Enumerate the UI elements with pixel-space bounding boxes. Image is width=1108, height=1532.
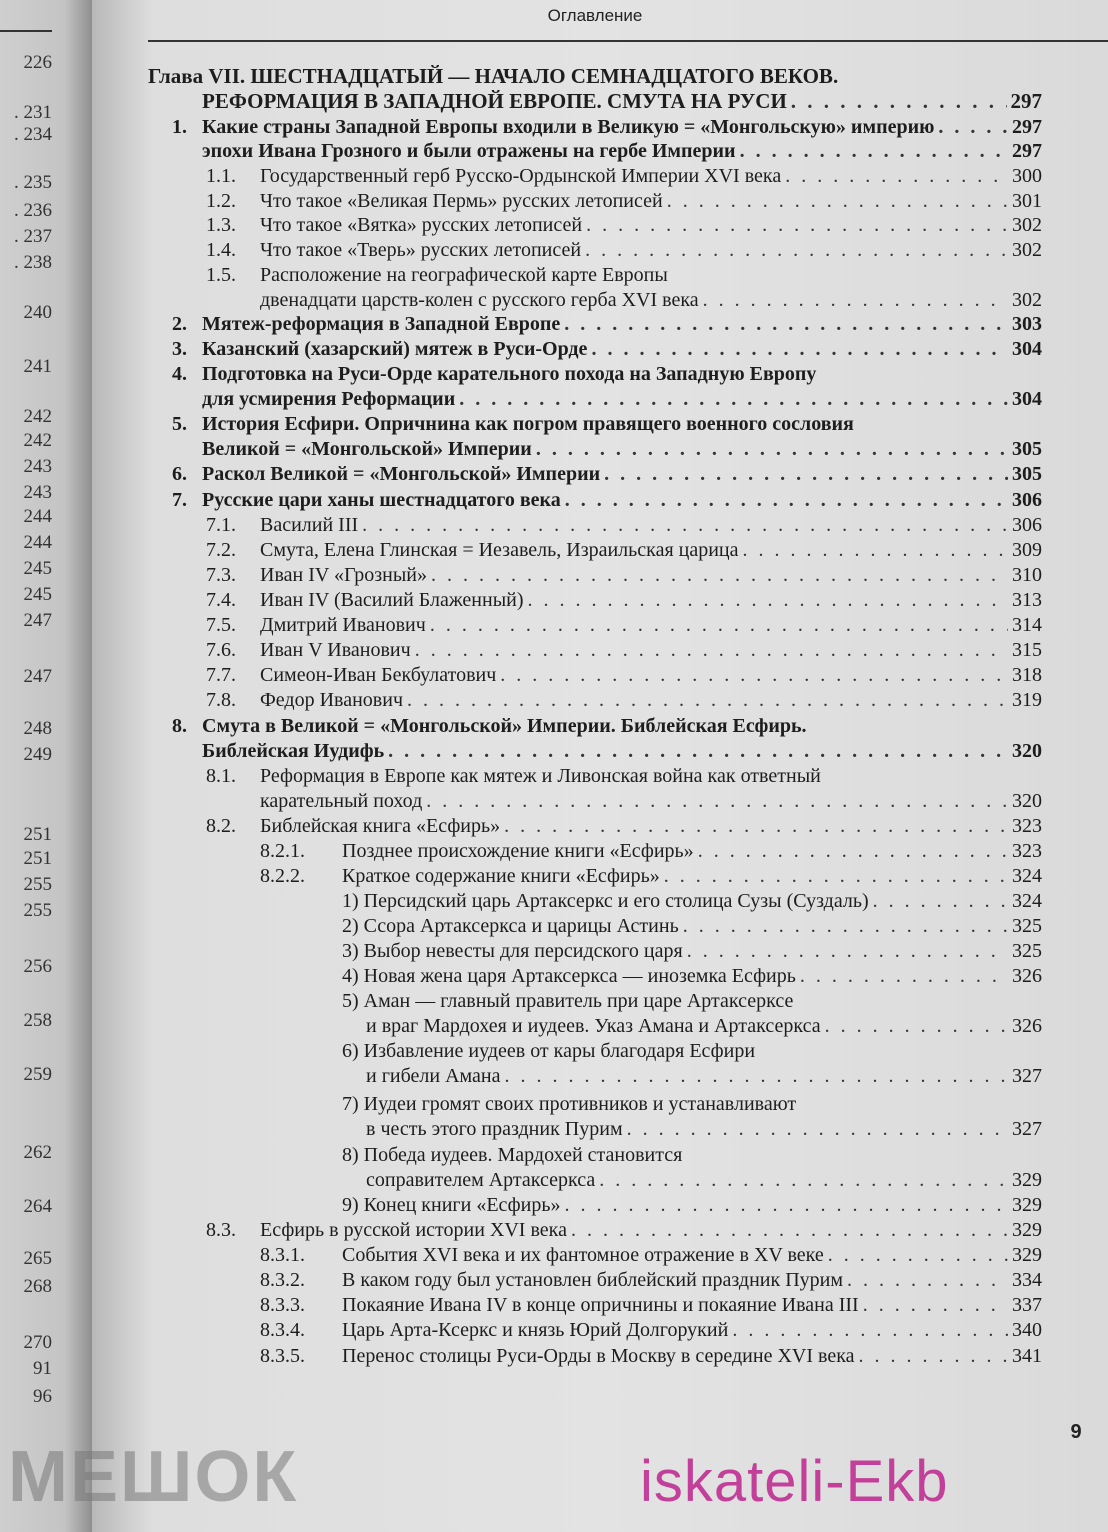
toc-entry-page: 329 bbox=[1012, 1219, 1042, 1241]
toc-entry-page: 323 bbox=[1012, 815, 1042, 837]
toc-entry-number: 8.2.2. bbox=[260, 865, 305, 887]
toc-entry bbox=[172, 487, 1042, 513]
toc-entry bbox=[366, 1167, 1042, 1193]
toc-entry bbox=[342, 913, 1042, 939]
toc-leader-dots bbox=[564, 1192, 1008, 1218]
toc-entry bbox=[206, 188, 1042, 214]
toc-entry bbox=[260, 788, 1042, 814]
toc-entry-title: Федор Иванович bbox=[260, 689, 403, 711]
toc-entry-page: 302 bbox=[1012, 214, 1042, 236]
toc-entry bbox=[172, 713, 1042, 739]
toc-leader-dots bbox=[847, 1267, 1008, 1293]
toc-leader-dots bbox=[938, 114, 1008, 140]
toc-entry-title: Смута, Елена Глинская = Иезавель, Израильская царица bbox=[260, 539, 739, 561]
toc-entry-page: 329 bbox=[1012, 1169, 1042, 1191]
left-page-number: 259 bbox=[23, 1064, 52, 1085]
toc-entry-page: 305 bbox=[1012, 463, 1042, 485]
toc-entry-page: 310 bbox=[1012, 564, 1042, 586]
toc-entry-page: 341 bbox=[1012, 1345, 1042, 1367]
toc-leader-dots bbox=[586, 212, 1008, 238]
left-page-number: 240 bbox=[23, 302, 52, 323]
toc-entry-page: 304 bbox=[1012, 338, 1042, 360]
toc-entry-title: Иван IV (Василий Блаженный) bbox=[260, 589, 524, 611]
toc-entry-title: и враг Мардохея и иудеев. Указ Амана и Артаксеркса bbox=[366, 1015, 821, 1037]
toc-entry-number: 8.2. bbox=[206, 815, 236, 837]
toc-leader-dots bbox=[740, 138, 1008, 164]
toc-entry bbox=[206, 562, 1042, 588]
toc-entry-number: 8.1. bbox=[206, 765, 236, 787]
left-page-number: 258 bbox=[23, 1010, 52, 1031]
toc-leader-dots bbox=[431, 562, 1008, 588]
running-head: Оглавление bbox=[547, 6, 643, 25]
toc-entry bbox=[206, 262, 1042, 288]
toc-entry-number: 7.5. bbox=[206, 614, 236, 636]
toc-entry-title: 8) Победа иудеев. Мардохей становится bbox=[342, 1144, 683, 1166]
left-page-number: 243 bbox=[23, 482, 52, 503]
toc-entry-page: 309 bbox=[1012, 539, 1042, 561]
toc-entry-title: карательный поход bbox=[260, 790, 423, 812]
toc-entry-title: В каком году был установлен библейский праздник Пурим bbox=[342, 1269, 844, 1291]
left-page-number: 268 bbox=[23, 1276, 52, 1297]
toc-entry bbox=[202, 138, 1042, 164]
toc-entry-title: РЕФОРМАЦИЯ В ЗАПАДНОЙ ЕВРОПЕ. СМУТА НА РУСИ bbox=[202, 89, 787, 113]
toc-entry-page: 301 bbox=[1012, 190, 1042, 212]
toc-entry bbox=[206, 637, 1042, 663]
toc-entry-page: 300 bbox=[1012, 165, 1042, 187]
toc-leader-dots bbox=[873, 888, 1008, 914]
left-page-number: 242 bbox=[23, 406, 52, 427]
left-page-number: 270 bbox=[23, 1332, 52, 1353]
toc-entry bbox=[342, 988, 1042, 1014]
toc-entry bbox=[342, 1142, 1042, 1168]
toc-entry bbox=[206, 1217, 1042, 1243]
toc-leader-dots bbox=[564, 311, 1008, 337]
toc-leader-dots bbox=[505, 1063, 1008, 1089]
toc-entry bbox=[172, 461, 1042, 487]
toc-entry-title: Краткое содержание книги «Есфирь» bbox=[342, 865, 660, 887]
toc-entry-number: 3. bbox=[172, 338, 187, 360]
toc-entry-number: 8.3.1. bbox=[260, 1244, 305, 1266]
toc-leader-dots bbox=[585, 237, 1008, 263]
left-page-number: 265 bbox=[23, 1248, 52, 1269]
toc-entry-title: Раскол Великой = «Монгольской» Империи bbox=[202, 463, 601, 485]
toc-entry-title: Иван V Иванович bbox=[260, 639, 411, 661]
table-of-contents bbox=[92, 0, 1108, 1532]
toc-entry-title: Мятеж-реформация в Западной Европе bbox=[202, 313, 561, 335]
toc-entry bbox=[260, 1267, 1042, 1293]
toc-entry bbox=[206, 813, 1042, 839]
toc-entry-number: 1.3. bbox=[206, 214, 236, 236]
toc-entry-number: 1.2. bbox=[206, 190, 236, 212]
toc-entry-title: Какие страны Западной Европы входили в Великую = «Монгольскую» империю bbox=[202, 116, 935, 138]
toc-entry-number: 8.2.1. bbox=[260, 840, 305, 862]
toc-leader-dots bbox=[426, 788, 1008, 814]
page-number: 9 bbox=[1070, 1421, 1082, 1443]
toc-entry bbox=[172, 114, 1042, 140]
toc-entry-number: 7.3. bbox=[206, 564, 236, 586]
toc-entry-page: 297 bbox=[1012, 116, 1042, 138]
toc-entry-number: 8.3. bbox=[206, 1219, 236, 1241]
toc-entry bbox=[172, 361, 1042, 387]
toc-entry-title: Что такое «Великая Пермь» русских летописей bbox=[260, 190, 663, 212]
toc-entry-title: 3) Выбор невесты для персидского царя bbox=[342, 940, 683, 962]
toc-entry-page: 297 bbox=[1012, 140, 1042, 162]
toc-entry-title: Казанский (хазарский) мятеж в Руси-Орде bbox=[202, 338, 588, 360]
toc-entry bbox=[342, 938, 1042, 964]
toc-leader-dots bbox=[599, 1167, 1008, 1193]
toc-entry-number: 4. bbox=[172, 363, 187, 385]
toc-entry bbox=[366, 1013, 1042, 1039]
toc-entry-number: 1.1. bbox=[206, 165, 236, 187]
toc-entry-title: и гибели Амана bbox=[366, 1065, 501, 1087]
toc-leader-dots bbox=[500, 662, 1008, 688]
watermark-logo: МЕШОК bbox=[8, 1437, 299, 1517]
toc-leader-dots bbox=[604, 461, 1008, 487]
toc-leader-dots bbox=[667, 188, 1008, 214]
toc-entry-title: Перенос столицы Руси-Орды в Москву в середине XVI века bbox=[342, 1345, 855, 1367]
toc-entry-title: Что такое «Вятка» русских летописей bbox=[260, 214, 583, 236]
toc-entry bbox=[172, 411, 1042, 437]
toc-entry-title: 6) Избавление иудеев от кары благодаря Есфири bbox=[342, 1040, 756, 1062]
toc-entry-title: 1) Персидский царь Артаксеркс и его столица Сузы (Суздаль) bbox=[342, 890, 869, 912]
toc-entry-page: 305 bbox=[1012, 438, 1042, 460]
toc-entry bbox=[172, 311, 1042, 337]
toc-leader-dots bbox=[536, 436, 1008, 462]
left-page-number: 245 bbox=[23, 558, 52, 579]
toc-entry-title: соправителем Артаксеркса bbox=[366, 1169, 596, 1191]
toc-leader-dots bbox=[791, 88, 1007, 114]
left-page-number: . 238 bbox=[14, 252, 52, 273]
toc-entry-page: 320 bbox=[1012, 790, 1042, 812]
toc-entry bbox=[342, 963, 1042, 989]
toc-entry-number: 5. bbox=[172, 413, 187, 435]
toc-entry-page: 334 bbox=[1012, 1269, 1042, 1291]
toc-entry-title: Русские цари ханы шестнадцатого века bbox=[202, 489, 561, 511]
toc-entry-page: 306 bbox=[1012, 489, 1042, 511]
toc-entry bbox=[202, 738, 1042, 764]
toc-leader-dots bbox=[825, 1013, 1008, 1039]
toc-entry-number: 1. bbox=[172, 116, 187, 138]
toc-entry-title: Библейская Иудифь bbox=[202, 740, 385, 762]
toc-entry-number: 7.1. bbox=[206, 514, 236, 536]
toc-leader-dots bbox=[863, 1292, 1008, 1318]
toc-entry-number: 1.4. bbox=[206, 239, 236, 261]
toc-leader-dots bbox=[591, 336, 1008, 362]
toc-leader-dots bbox=[528, 587, 1008, 613]
left-page-number: 243 bbox=[23, 456, 52, 477]
toc-entry-title: История Есфири. Опричнина как погром правящего военного сословия bbox=[202, 413, 854, 435]
toc-entry-title: Покаяние Ивана IV в конце опричнины и покаяние Ивана III bbox=[342, 1294, 859, 1316]
toc-entry-title: Иван IV «Грозный» bbox=[260, 564, 427, 586]
left-page-number: 255 bbox=[23, 900, 52, 921]
toc-entry-number: 7.4. bbox=[206, 589, 236, 611]
toc-entry-title: Библейская книга «Есфирь» bbox=[260, 815, 501, 837]
toc-page bbox=[92, 0, 1108, 1532]
toc-entry bbox=[202, 386, 1042, 412]
toc-entry-title: Есфирь в русской истории XVI века bbox=[260, 1219, 567, 1241]
toc-leader-dots bbox=[565, 487, 1008, 513]
toc-entry-page: 314 bbox=[1012, 614, 1042, 636]
toc-leader-dots bbox=[571, 1217, 1008, 1243]
left-page-number: 241 bbox=[23, 356, 52, 377]
toc-entry-page: 323 bbox=[1012, 840, 1042, 862]
toc-entry-title: События XVI века и их фантомное отражение в XV веке bbox=[342, 1244, 824, 1266]
left-page-number: 264 bbox=[23, 1196, 52, 1217]
toc-entry-page: 315 bbox=[1012, 639, 1042, 661]
toc-entry-page: 302 bbox=[1012, 289, 1042, 311]
toc-entry bbox=[206, 687, 1042, 713]
left-page-number: 255 bbox=[23, 874, 52, 895]
toc-entry-number: 8.3.2. bbox=[260, 1269, 305, 1291]
toc-entry-page: 340 bbox=[1012, 1319, 1042, 1341]
toc-entry-page: 325 bbox=[1012, 915, 1042, 937]
toc-entry-title: 4) Новая жена царя Артаксеркса — иноземка Есфирь bbox=[342, 965, 796, 987]
toc-entry-number: 7. bbox=[172, 489, 187, 511]
toc-leader-dots bbox=[388, 738, 1008, 764]
toc-entry-page: 326 bbox=[1012, 1015, 1042, 1037]
toc-entry bbox=[260, 1343, 1042, 1369]
toc-entry-number: 7.7. bbox=[206, 664, 236, 686]
left-page-number: 245 bbox=[23, 584, 52, 605]
toc-entry-page: 303 bbox=[1012, 313, 1042, 335]
toc-leader-dots bbox=[858, 1343, 1008, 1369]
toc-entry-title: Расположение на географической карте Европы bbox=[260, 264, 668, 286]
toc-entry-number: 7.2. bbox=[206, 539, 236, 561]
left-page-number: 244 bbox=[23, 532, 52, 553]
toc-entry-page: 297 bbox=[1010, 89, 1042, 113]
toc-entry bbox=[202, 88, 1042, 114]
toc-entry-page: 319 bbox=[1012, 689, 1042, 711]
toc-entry bbox=[342, 1192, 1042, 1218]
toc-entry-number: 2. bbox=[172, 313, 187, 335]
toc-entry-title: Подготовка на Руси-Орде карательного похода на Западную Европу bbox=[202, 363, 817, 385]
toc-entry-number: 7.6. bbox=[206, 639, 236, 661]
toc-entry-number: 8.3.3. bbox=[260, 1294, 305, 1316]
left-page-strip bbox=[0, 0, 92, 1532]
toc-entry-title: Что такое «Тверь» русских летописей bbox=[260, 239, 582, 261]
toc-entry-title: двенадцати царств-колен с русского герба XVI века bbox=[260, 289, 699, 311]
toc-leader-dots bbox=[627, 1116, 1008, 1142]
left-page-rule bbox=[0, 30, 52, 32]
toc-entry-title: 5) Аман — главный правитель при царе Артаксерксе bbox=[342, 990, 794, 1012]
toc-entry bbox=[260, 1317, 1042, 1343]
toc-entry bbox=[366, 1116, 1042, 1142]
toc-leader-dots bbox=[362, 512, 1008, 538]
toc-entry bbox=[172, 336, 1042, 362]
left-page-number: 248 bbox=[23, 718, 52, 739]
toc-leader-dots bbox=[415, 637, 1008, 663]
toc-entry bbox=[260, 1242, 1042, 1268]
toc-entry bbox=[260, 287, 1042, 313]
toc-entry-page: 320 bbox=[1012, 740, 1042, 762]
toc-entry bbox=[260, 1292, 1042, 1318]
left-page-number: . 237 bbox=[14, 226, 52, 247]
toc-entry-page: 304 bbox=[1012, 388, 1042, 410]
toc-entry-title: Дмитрий Иванович bbox=[260, 614, 426, 636]
toc-leader-dots bbox=[828, 1242, 1008, 1268]
toc-leader-dots bbox=[459, 386, 1008, 412]
toc-entry-page: 325 bbox=[1012, 940, 1042, 962]
toc-entry-page: 326 bbox=[1012, 965, 1042, 987]
toc-entry bbox=[206, 163, 1042, 189]
toc-entry-number: 8.3.4. bbox=[260, 1319, 305, 1341]
toc-entry-number: 6. bbox=[172, 463, 187, 485]
left-page-number: . 234 bbox=[14, 124, 52, 145]
left-page-number: 244 bbox=[23, 506, 52, 527]
toc-entry bbox=[206, 212, 1042, 238]
toc-entry-title: 7) Иудеи громят своих противников и устанавливают bbox=[342, 1093, 797, 1115]
toc-entry bbox=[202, 436, 1042, 462]
toc-entry-page: 302 bbox=[1012, 239, 1042, 261]
toc-leader-dots bbox=[703, 287, 1008, 313]
toc-entry-title: 9) Конец книги «Есфирь» bbox=[342, 1194, 561, 1216]
toc-entry-page: 327 bbox=[1012, 1065, 1042, 1087]
toc-leader-dots bbox=[683, 913, 1008, 939]
left-page-number: 251 bbox=[23, 848, 52, 869]
toc-entry bbox=[260, 838, 1042, 864]
toc-entry bbox=[366, 1063, 1042, 1089]
toc-entry-page: 324 bbox=[1012, 865, 1042, 887]
toc-entry-title: Государственный герб Русско-Ордынской Империи XVI века bbox=[260, 165, 782, 187]
toc-entry-title: Василий III bbox=[260, 514, 359, 536]
toc-entry-title: Великой = «Монгольской» Империи bbox=[202, 438, 532, 460]
toc-entry bbox=[206, 512, 1042, 538]
toc-entry bbox=[206, 237, 1042, 263]
left-page-number: 251 bbox=[23, 824, 52, 845]
toc-entry bbox=[260, 863, 1042, 889]
toc-entry-number: 8.3.5. bbox=[260, 1345, 305, 1367]
toc-entry-number: 8. bbox=[172, 715, 187, 737]
toc-entry bbox=[342, 888, 1042, 914]
toc-leader-dots bbox=[743, 537, 1008, 563]
toc-entry-page: 329 bbox=[1012, 1194, 1042, 1216]
toc-entry-page: 337 bbox=[1012, 1294, 1042, 1316]
toc-entry-title: Симеон-Иван Бекбулатович bbox=[260, 664, 497, 686]
toc-entry bbox=[206, 612, 1042, 638]
left-page-number: . 235 bbox=[14, 172, 52, 193]
toc-entry-page: 327 bbox=[1012, 1118, 1042, 1140]
left-page-number: 96 bbox=[33, 1386, 52, 1407]
toc-leader-dots bbox=[687, 938, 1008, 964]
toc-leader-dots bbox=[407, 687, 1008, 713]
left-page-number: . 236 bbox=[14, 200, 52, 221]
toc-leader-dots bbox=[430, 612, 1008, 638]
toc-entry-title: Смута в Великой = «Монгольской» Империи. Библейская Есфирь. bbox=[202, 715, 807, 737]
toc-entry-title: для усмирения Реформации bbox=[202, 388, 456, 410]
toc-entry bbox=[206, 662, 1042, 688]
left-page-number: . 231 bbox=[14, 102, 52, 123]
toc-entry-title: эпохи Ивана Грозного и были отражены на гербе Империи bbox=[202, 140, 736, 162]
toc-entry-title: в честь этого праздник Пурим bbox=[366, 1118, 623, 1140]
left-page-number: 262 bbox=[23, 1142, 52, 1163]
toc-entry-title: Реформация в Европе как мятеж и Ливонская война как ответный bbox=[260, 765, 821, 787]
left-page-number: 256 bbox=[23, 956, 52, 977]
toc-entry bbox=[342, 1038, 1042, 1064]
toc-entry bbox=[206, 587, 1042, 613]
toc-leader-dots bbox=[785, 163, 1008, 189]
toc-entry-page: 313 bbox=[1012, 589, 1042, 611]
toc-entry-title: Позднее происхождение книги «Есфирь» bbox=[342, 840, 694, 862]
toc-entry-title: Глава VII. ШЕСТНАДЦАТЫЙ — НАЧАЛО СЕМНАДЦАТОГО ВЕКОВ. bbox=[148, 64, 839, 88]
toc-leader-dots bbox=[698, 838, 1008, 864]
left-page-number: 247 bbox=[23, 610, 52, 631]
toc-entry-number: 1.5. bbox=[206, 264, 236, 286]
toc-entry-page: 318 bbox=[1012, 664, 1042, 686]
toc-leader-dots bbox=[800, 963, 1008, 989]
toc-leader-dots bbox=[664, 863, 1008, 889]
left-page-number: 247 bbox=[23, 666, 52, 687]
watermark-text: iskateli-Ekb bbox=[640, 1449, 949, 1514]
toc-entry-title: 2) Ссора Артаксеркса и царицы Астинь bbox=[342, 915, 679, 937]
toc-entry-page: 329 bbox=[1012, 1244, 1042, 1266]
toc-entry bbox=[342, 1091, 1042, 1117]
toc-entry-number: 7.8. bbox=[206, 689, 236, 711]
toc-entry-page: 324 bbox=[1012, 890, 1042, 912]
toc-leader-dots bbox=[504, 813, 1008, 839]
toc-entry bbox=[148, 63, 1042, 89]
left-page-number: 249 bbox=[23, 744, 52, 765]
toc-entry bbox=[206, 763, 1042, 789]
left-page-number: 226 bbox=[23, 52, 52, 73]
toc-entry-title: Царь Арта-Ксеркс и князь Юрий Долгорукий bbox=[342, 1319, 729, 1341]
left-page-number: 242 bbox=[23, 430, 52, 451]
toc-leader-dots bbox=[732, 1317, 1008, 1343]
toc-entry-page: 306 bbox=[1012, 514, 1042, 536]
toc-entry bbox=[206, 537, 1042, 563]
left-page-number: 91 bbox=[33, 1358, 52, 1379]
